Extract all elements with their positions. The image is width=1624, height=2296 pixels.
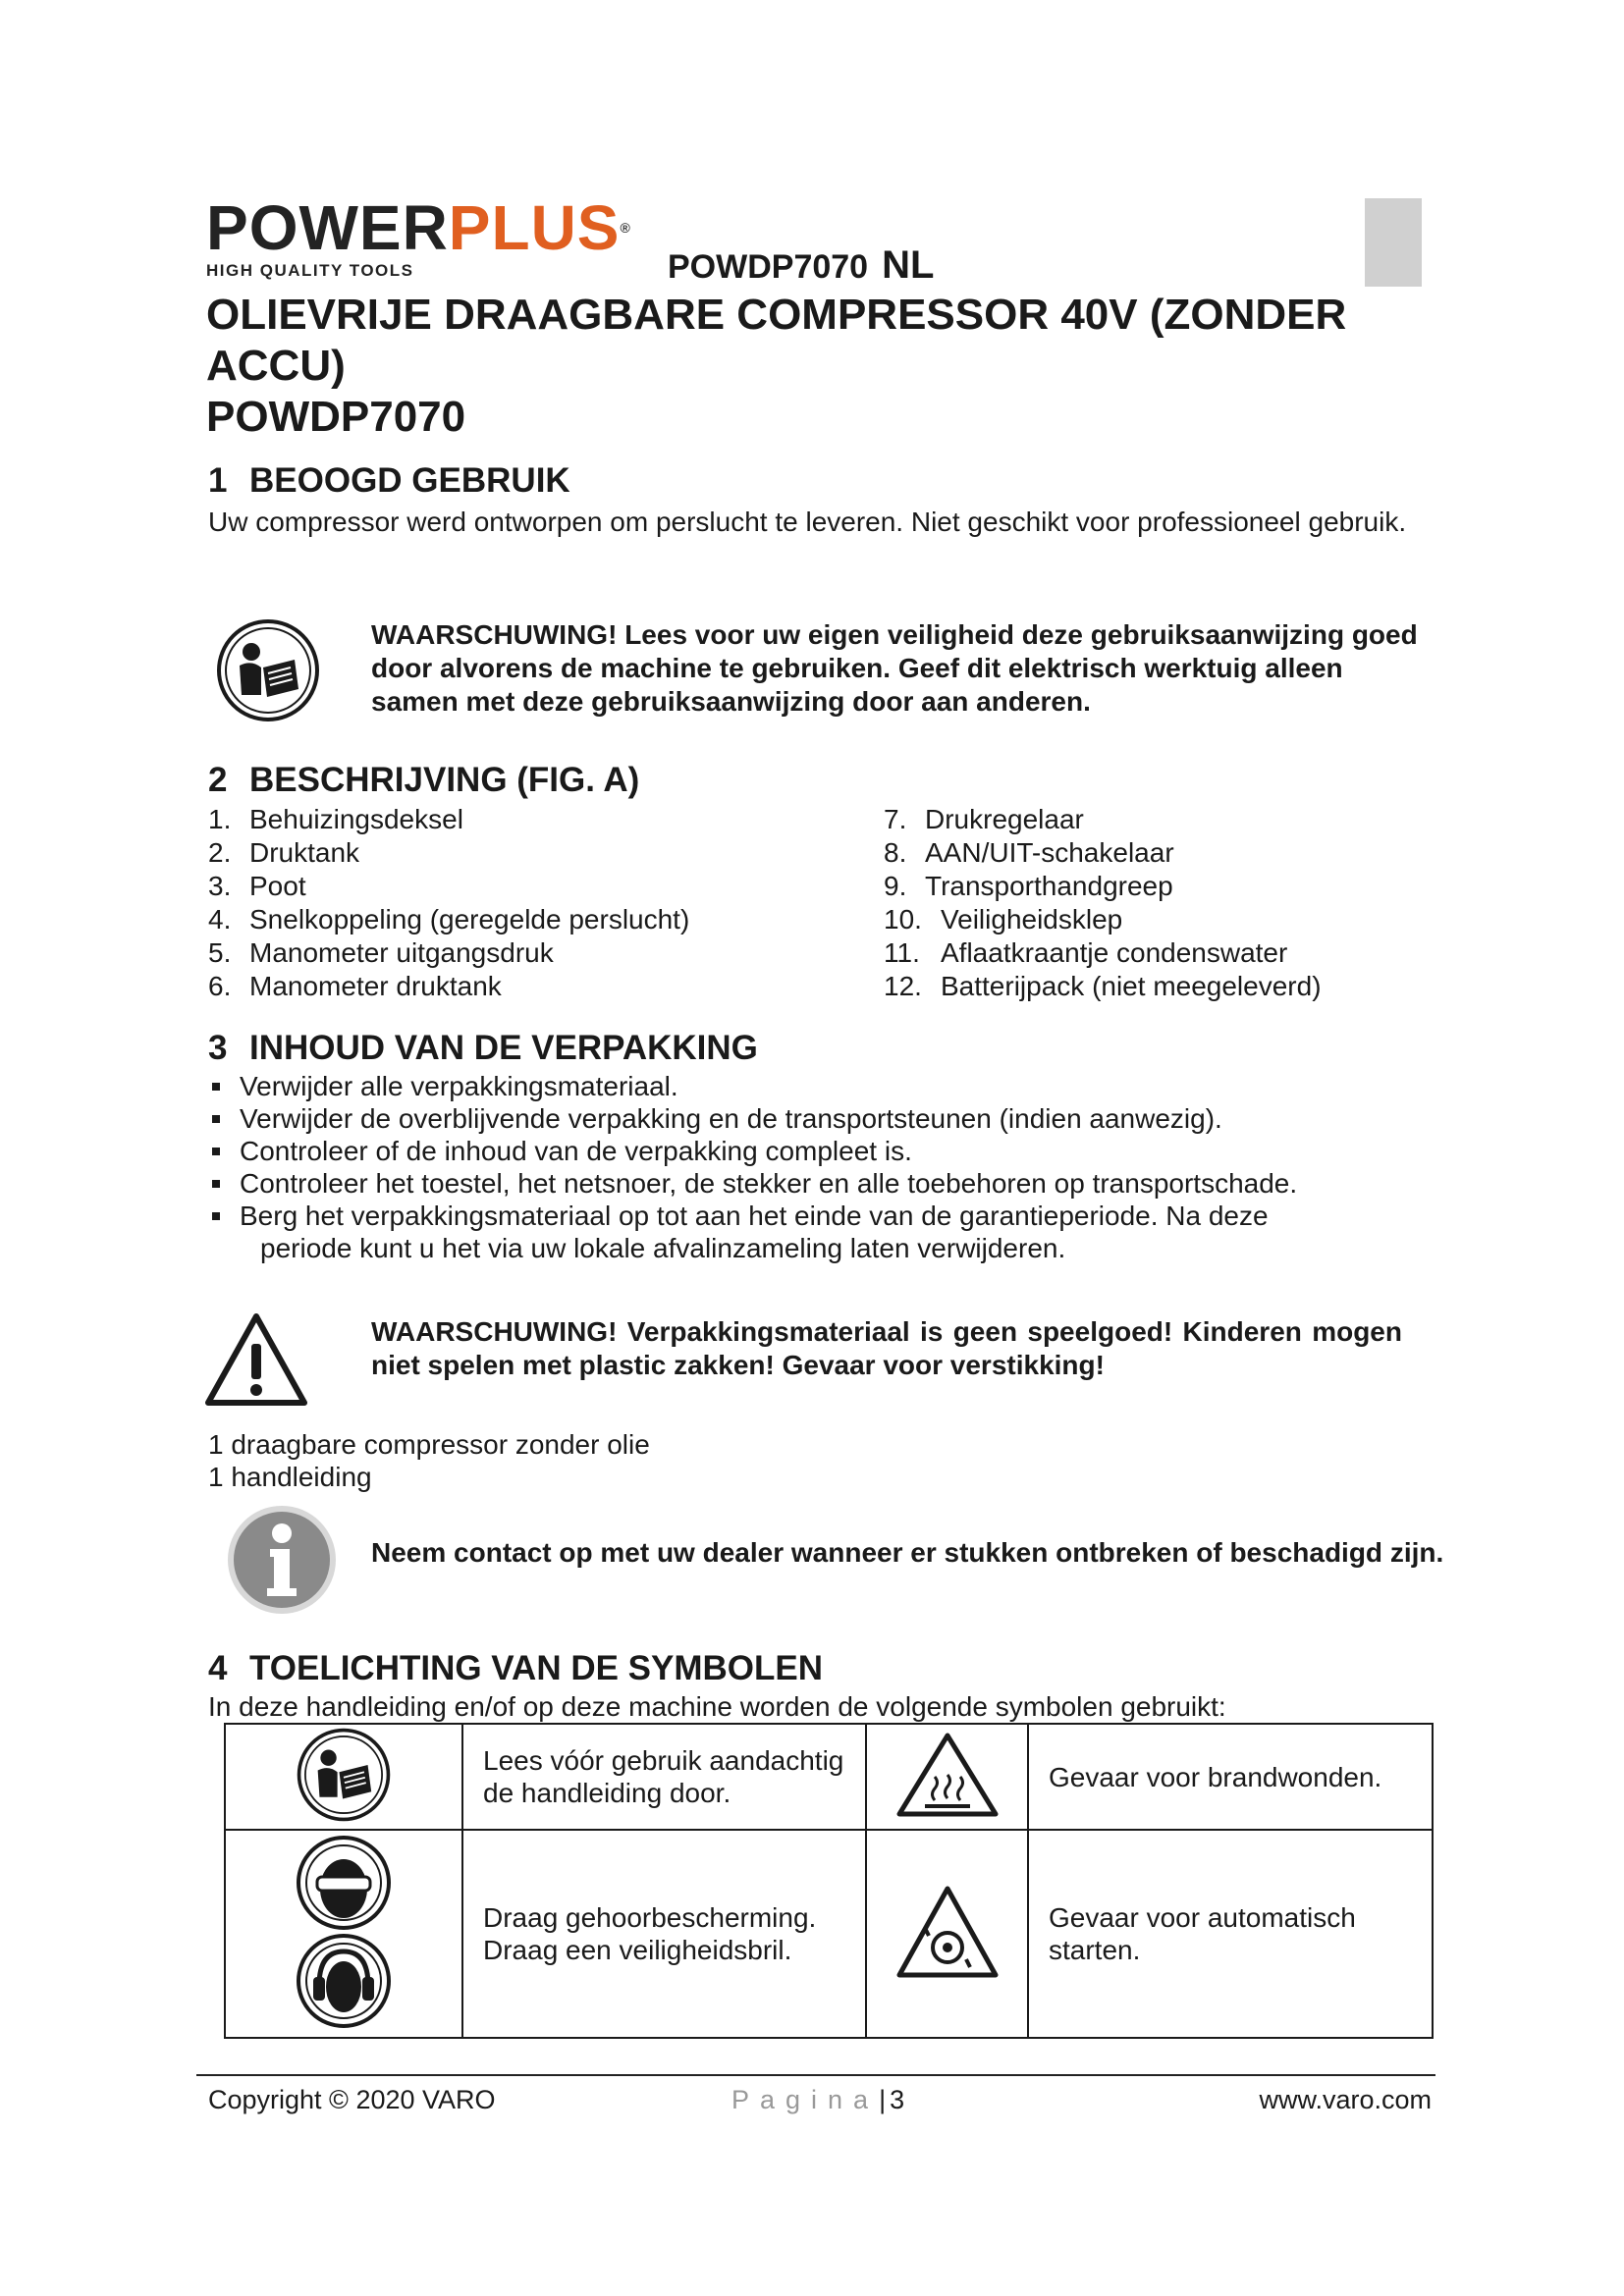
list-item: 10. Veiligheidsklep	[884, 904, 1123, 934]
list-item: 4. Snelkoppeling (geregelde perslucht)	[208, 904, 690, 934]
section-number: 1	[208, 461, 228, 500]
list-item: 12. Batterijpack (niet meegeleverd)	[884, 971, 1322, 1001]
read-manual-icon	[295, 1726, 393, 1824]
read-manual-icon	[214, 616, 322, 724]
symbols-table	[224, 1723, 1434, 2039]
table-row	[225, 1830, 1433, 2038]
list-item: Controleer het toestel, het netsnoer, de stekker en alle toebehoren op transportschade.	[208, 1167, 1465, 1200]
language-tab	[1365, 198, 1422, 287]
title-line-1: OLIEVRIJE DRAAGBARE COMPRESSOR 40V (ZONDER	[206, 291, 1347, 339]
logo-plus: PLUS	[448, 192, 621, 263]
logo-power: POWER	[206, 192, 449, 263]
section-number: 2	[208, 761, 228, 799]
package-contents	[208, 1428, 650, 1493]
list-item: 1. Behuizingsdeksel	[208, 804, 463, 834]
list-item: 2. Druktank	[208, 837, 360, 868]
logo-registered: ®	[620, 220, 631, 236]
section-number: 4	[208, 1649, 228, 1687]
section-number: 3	[208, 1029, 228, 1067]
page-label: Pagina	[731, 2085, 880, 2114]
list-item: 9. Transporthandgreep	[884, 871, 1173, 901]
footer-divider	[196, 2074, 1435, 2076]
section-title: BEOOGD GEBRUIK	[249, 461, 570, 500]
page-number: 3	[890, 2085, 905, 2114]
footer-url: www.varo.com	[1259, 2085, 1432, 2114]
parts-list-left	[208, 803, 689, 1003]
list-item: Berg het verpakkingsmateriaal op tot aan het einde van de garantieperiode. Na deze	[208, 1200, 1465, 1232]
logo-wordmark	[206, 192, 648, 263]
section-title: TOELICHTING VAN DE SYMBOLEN	[249, 1649, 824, 1687]
contents-item: 1 handleiding	[208, 1462, 372, 1492]
list-item: 6. Manometer druktank	[208, 971, 502, 1001]
page-title	[206, 290, 1434, 443]
symbol-description: Lees vóór gebruik aandachtig de handleiding door.	[462, 1724, 866, 1830]
list-item-continuation: periode kunt u het via uw lokale afvalinzameling laten verwijderen.	[260, 1233, 1066, 1263]
section-heading-symbols	[208, 1649, 823, 1688]
section-heading-contents	[208, 1029, 758, 1068]
symbols-intro: In deze handleiding en/of op deze machine worden de volgende symbolen gebruikt:	[208, 1691, 1226, 1722]
table-cell-icon	[225, 1724, 462, 1830]
table-cell-icon	[866, 1724, 1028, 1830]
table-cell-icon	[866, 1830, 1028, 2038]
footer-page	[731, 2085, 904, 2115]
list-item: 11. Aflaatkraantje condenswater	[884, 937, 1288, 968]
section-heading-intended-use	[208, 461, 570, 501]
title-line-3: POWDP7070	[206, 393, 466, 441]
brand-logo	[206, 192, 648, 280]
missing-parts-info-text: Neem contact op met uw dealer wanneer er stukken ontbreken of beschadigd zijn.	[371, 1537, 1444, 1568]
title-line-2: ACCU)	[206, 342, 346, 390]
list-item: Controleer of de inhoud van de verpakking compleet is.	[208, 1135, 1465, 1167]
footer-copyright: Copyright © 2020 VARO	[208, 2085, 496, 2114]
hot-surface-icon	[893, 1730, 1001, 1820]
manual-warning-text: WAARSCHUWING! Lees voor uw eigen veiligheid deze gebruiksaanwijzing goed door alvorens de machine te gebruiken. Geef dit elektrisch werktuig alleen samen met deze gebruiksaanwijzing door aan anderen.	[371, 619, 1418, 717]
intended-use-text: Uw compressor werd ontworpen om perslucht te leveren. Niet geschikt voor professioneel gebruik.	[208, 507, 1407, 537]
list-item: Verwijder alle verpakkingsmateriaal.	[208, 1070, 1465, 1102]
header-model	[668, 243, 934, 288]
page-separator: |	[879, 2085, 887, 2114]
packaging-warning-text: WAARSCHUWING! Verpakkingsmateriaal is geen speelgoed! Kinderen mogen niet spelen met plastic zakken! Gevaar voor verstikking!	[371, 1316, 1402, 1380]
list-item: 7. Drukregelaar	[884, 804, 1084, 834]
symbol-description: Gevaar voor brandwonden.	[1028, 1724, 1433, 1830]
table-cell-icon	[225, 1830, 462, 2038]
ear-and-eye-protection-icon	[290, 1834, 398, 2030]
symbol-description: Gevaar voor automatisch starten.	[1028, 1830, 1433, 2038]
section-title: INHOUD VAN DE VERPAKKING	[249, 1029, 758, 1067]
header-model-number: POWDP7070	[668, 248, 869, 286]
warning-triangle-icon	[202, 1310, 310, 1409]
section-heading-description	[208, 761, 639, 800]
list-item: 3. Poot	[208, 871, 306, 901]
info-icon	[224, 1502, 340, 1618]
list-item: Verwijder de overblijvende verpakking en de transportsteunen (indien aanwezig).	[208, 1102, 1465, 1135]
symbol-description: Draag gehoorbescherming. Draag een veiligheidsbril.	[462, 1830, 866, 2038]
automatic-start-icon	[893, 1883, 1001, 1981]
section-title: BESCHRIJVING (FIG. A)	[249, 761, 640, 799]
unpacking-list	[208, 1070, 1465, 1264]
parts-list-right	[884, 803, 1322, 1003]
contents-item: 1 draagbare compressor zonder olie	[208, 1429, 650, 1460]
logo-tagline: HIGH QUALITY TOOLS	[206, 261, 414, 280]
language-code: NL	[882, 243, 935, 287]
list-item: 5. Manometer uitgangsdruk	[208, 937, 554, 968]
table-row	[225, 1724, 1433, 1830]
list-item: 8. AAN/UIT-schakelaar	[884, 837, 1174, 868]
